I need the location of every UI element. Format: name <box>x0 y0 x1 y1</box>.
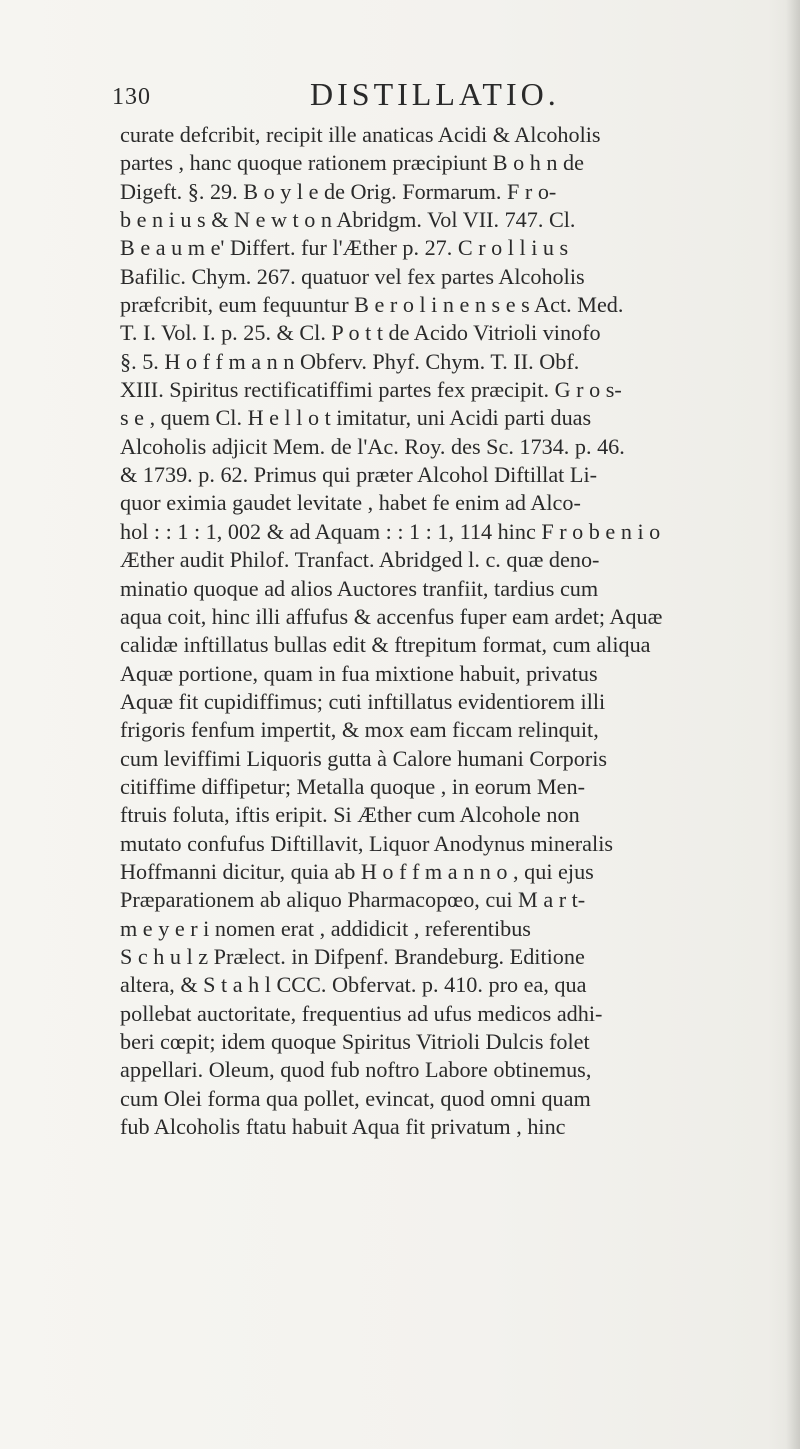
text-line: appellari. Oleum, quod fub noftro Labore obtinemus, <box>120 1057 592 1083</box>
text-line: Aquæ portione, quam in fua mixtione habuit, privatus <box>120 660 598 686</box>
text-line: m e y e r i nomen erat , addidicit , referentibus <box>120 915 531 941</box>
text-line: citiffime diffipetur; Metalla quoque , in eorum Men- <box>120 773 585 799</box>
text-line: Æther audit Philof. Tranfact. Abridged l. c. quæ deno- <box>120 547 600 573</box>
page-header <box>112 76 712 116</box>
text-line: Alcoholis adjicit Mem. de l'Ac. Roy. des Sc. 1734. p. 46. <box>120 433 625 459</box>
text-line: Digeft. §. 29. B o y l e de Orig. Formarum. F r o- <box>120 178 557 204</box>
text-line: s e , quem Cl. H e l l o t imitatur, uni Acidi parti duas <box>120 405 592 431</box>
text-line: Aquæ fit cupidiffimus; cuti inftillatus evidentiorem illi <box>120 688 606 714</box>
text-line: & 1739. p. 62. Primus qui præter Alcohol Diftillat Li- <box>120 462 597 488</box>
text-line: beri cœpit; idem quoque Spiritus Vitrioli Dulcis folet <box>120 1029 590 1054</box>
text-line: fub Alcoholis ftatu habuit Aqua fit privatum , hinc <box>120 1114 566 1140</box>
text-line: Bafilic. Chym. 267. quatuor vel fex partes Alcoholis <box>120 263 585 289</box>
text-line: cum leviffimi Liquoris gutta à Calore humani Corporis <box>120 745 608 771</box>
text-line: B e a u m e' Differt. fur l'Æther p. 27. C r o l l i u s <box>120 235 569 261</box>
text-line: frigoris fenfum impertit, & mox eam ficcam relinquit, <box>120 717 599 743</box>
text-line: T. I. Vol. I. p. 25. & Cl. P o t t de Acido Vitrioli vinofo <box>120 320 601 346</box>
text-line: calidæ inftillatus bullas edit & ftrepitum format, cum aliqua <box>120 632 651 658</box>
text-line: pollebat auctoritate, frequentius ad ufus medicos adhi- <box>120 1000 603 1026</box>
text-line: partes , hanc quoque rationem præcipiunt B o h n de <box>120 150 584 176</box>
text-line: cum Olei forma qua pollet, evincat, quod omni quam <box>120 1085 591 1111</box>
text-line: minatio quoque ad alios Auctores tranfiit, tardius cum <box>120 575 599 601</box>
text-line: Præparationem ab aliquo Pharmacopœo, cui M a r t- <box>120 887 586 913</box>
text-line: ftruis foluta, iftis eripit. Si Æther cum Alcohole non <box>120 802 580 828</box>
text-line: S c h u l z Prælect. in Difpenf. Brandeburg. Editione <box>120 943 585 969</box>
text-line: altera, & S t a h l CCC. Obfervat. p. 410. pro ea, qua <box>120 972 587 998</box>
text-line: mutato confufus Diftillavit, Liquor Anodynus mineralis <box>120 830 613 856</box>
text-line: XIII. Spiritus rectificatiffimi partes fex præcipit. G r o s- <box>120 377 622 403</box>
running-title: DISTILLATIO. <box>310 76 560 112</box>
page-number: 130 <box>112 84 151 110</box>
text-line: hol : : 1 : 1, 002 & ad Aquam : : 1 : 1, 114 hinc F r o b e n i o <box>120 518 661 544</box>
text-line: b e n i u s & N e w t o n Abridgm. Vol VII. 747. Cl. <box>120 207 576 233</box>
text-line: præfcribit, eum fequuntur B e r o l i n e n s e s Act. Med. <box>120 292 624 318</box>
text-line: quor eximia gaudet levitate , habet fe enim ad Alco- <box>120 490 581 516</box>
text-line: §. 5. H o f f m a n n Obferv. Phyf. Chym. T. II. Obf. <box>120 348 580 374</box>
text-line: curate defcribit, recipit ille anaticas Acidi & Alcoholis <box>120 122 601 147</box>
text-line: aqua coit, hinc illi affufus & accenfus fuper eam ardet; Aquæ <box>120 603 663 629</box>
text-line: Hoffmanni dicitur, quia ab H o f f m a n n o , qui ejus <box>120 858 594 884</box>
body-text <box>120 121 792 1141</box>
